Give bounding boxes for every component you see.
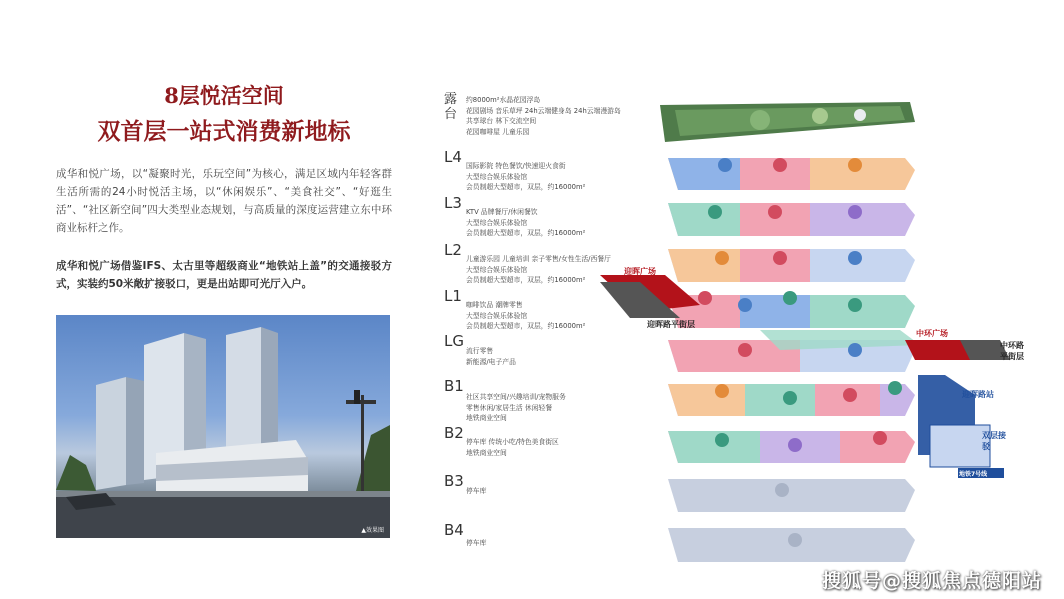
b3-slab — [668, 479, 915, 512]
floor-label-lg: LG — [444, 332, 464, 350]
transport-paragraph: 成华和悦广场借鉴IFS、太古里等超级商业“地铁站上盖”的交通接驳方式，实装约50米敞扩接驳口，更是出站即可光厅入户。 — [56, 260, 392, 290]
zhonghuan-road-level-label: 中环路平街层 — [1000, 341, 1024, 361]
intro-paragraph: 成华和悦广场，以“凝聚时光，乐玩空间”为核心，满足区域内年轻客群生活所需的24小时悦活主场，以“休闲娱乐”、“美食社交”、“好逛生活”、“社区新空间”四大类型业态规划，与高质量的深度运营建立东中环商业标杆之作。 — [56, 168, 392, 234]
yinghui-road-level-label: 迎晖路平街层 — [647, 320, 695, 329]
floor-desc-b2: 停车库 传统小吃/特色美食街区 地铁商业空间 — [466, 438, 559, 457]
floor-desc-l3: KTV 品牌餐厅/休闲餐饮 大型综合娱乐体验馆 会员制超大型超市，双层，约16000m² — [466, 208, 586, 237]
floor-label-l1: L1 — [444, 287, 462, 305]
floor-desc-l4: 国际影院 特色餐饮/快速迎火食街 大型综合娱乐体验馆 会员制超大型超市，双层，约16000m² — [466, 162, 586, 191]
floor-desc-lg: 流行零售 新能源/电子产品 — [466, 347, 516, 366]
floor-label-l3: L3 — [444, 194, 462, 212]
l3-slab — [668, 203, 915, 236]
page-title-line2: 双首层一站式消费新地标 — [97, 118, 351, 145]
yinghui-station-label: 迎晖路站 — [962, 390, 994, 399]
l2-slab — [668, 249, 915, 282]
double-transfer-label: 双层接驳 — [982, 431, 1006, 451]
watermark: 搜狐号@搜狐焦点德阳站 — [821, 570, 1042, 592]
floor-desc-l1: 咖啡饮品 潮牌零售 大型综合娱乐体验馆 会员制超大型超市，双层，约16000m² — [466, 301, 586, 330]
floor-desc-b3: 停车库 — [466, 487, 487, 495]
lg-slab — [668, 330, 1010, 372]
floor-label-b4: B4 — [444, 521, 464, 539]
page-title-line1: 8层悦活空间 — [164, 83, 284, 108]
floor-label-b3: B3 — [444, 472, 464, 490]
metro-line-label: 地铁7号线 — [959, 471, 988, 478]
floor-label-b1: B1 — [444, 377, 464, 395]
photo-caption: ▲效果图 — [361, 527, 384, 534]
l4-slab — [668, 158, 915, 190]
floor-label-b2: B2 — [444, 424, 464, 442]
terrace-slab — [660, 102, 915, 142]
floor-desc-l2: 儿童游乐园 儿童培训 亲子零售/女性生活/西餐厅 大型综合娱乐体验馆 会员制超大型超市，双层，约16000m² — [466, 255, 611, 284]
zhonghuan-square-label: 中环广场 — [916, 329, 948, 338]
floor-desc-b1: 社区共享空间/兴趣培训/宠物服务 零售休闲/家居生活 休闲轻餐 地铁商业空间 — [466, 393, 566, 422]
floor-desc-b4: 停车库 — [466, 539, 487, 547]
b2-slab — [668, 425, 1004, 478]
floor-label-terrace: 露台 — [444, 92, 458, 122]
floor-desc-terrace: 约8000m²水晶花园浮岛 花园剧场 音乐草坪 24h云端健身岛 24h云端漫游岛 共享球台 林下交流空间 花园咖啡屋 儿童乐园 — [466, 96, 621, 136]
yinghui-square-label: 迎晖广场 — [624, 267, 656, 276]
floor-label-l4: L4 — [444, 148, 462, 166]
floor-label-l2: L2 — [444, 241, 462, 259]
